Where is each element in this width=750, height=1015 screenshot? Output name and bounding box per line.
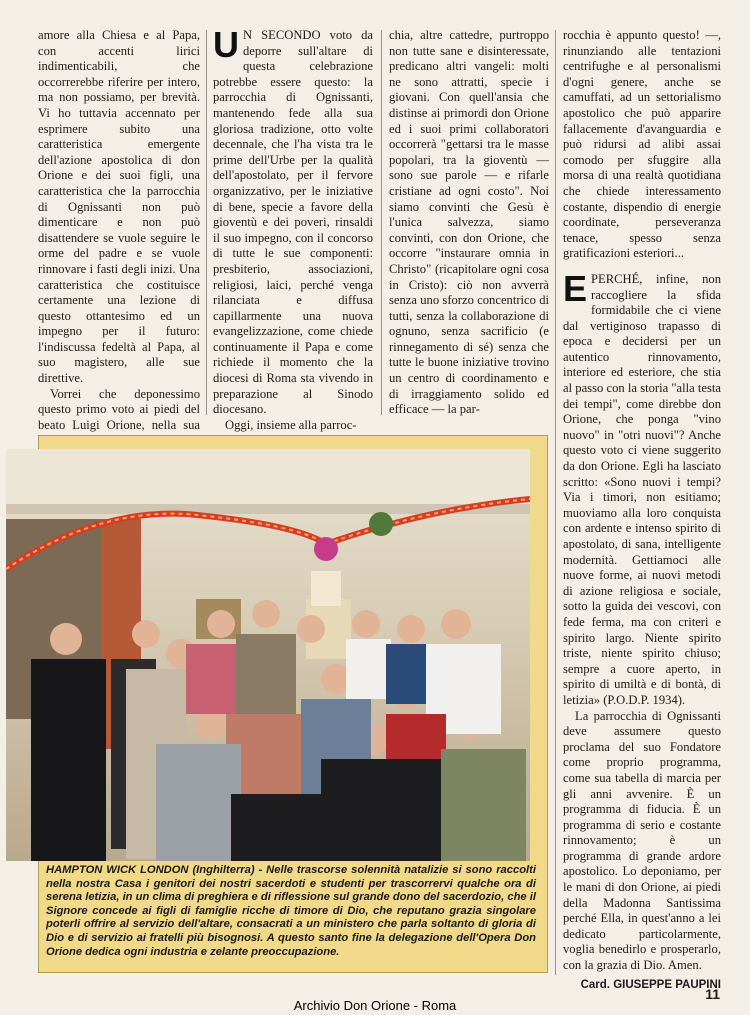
author-signature: Card. GIUSEPPE PAUPINI xyxy=(580,978,721,991)
group-photo xyxy=(6,449,530,861)
column-divider xyxy=(555,30,556,975)
drop-cap: E xyxy=(563,267,588,309)
paragraph: amore alla Chiesa e al Papa, con accenti lirici indimenticabili, che occorrerebbe riferire per intero, ma non possiamo, per brevità. Vi ho tuttavia accennato per esprimere subito una caratteristica emergente dell'azione apostolica di don Orione e dei suoi figli, una caratteristica che la parrocchia di Ognissanti non può dimenticare e non può disattendere se vuole seguire le orme del padre e se vuole rinnovare i fasti degli inizi. Una caratteristica che costituisce certamente una lezione di questo ottantesimo ed un impegno per il futuro: l'indiscussa fedeltà al Papa, al suo magistero, alle sue direttive. xyxy=(38,28,200,386)
paragraph: N SECONDO voto da deporre sull'altare di questa celebrazione potrebbe essere questo: la parrocchia di Ognissanti, mantenendo fede alla sua gloriosa tradizione, otto volte decennale, che l'ha vista tra le prime dell'Urbe per la qualità dell'apostolato, per il fervore organizzativo, per le iniziative di bene, specie a favore della gioventù e dei poveri, rinsaldi il suo impegno, con il concorso di tutte le sue componenti: presbiterio, associazioni, religiosi, laici, perché venga rilanciata e diffusa capillarmente una nuova evangelizzazione, come chiede continuamente il Papa e come richiede il momento che la diocesi di Roma sta vivendo in preparazione al Sinodo diocesano. xyxy=(213,28,373,417)
group-photo-illustration xyxy=(6,449,530,861)
page-number: 11 xyxy=(705,986,720,1002)
archive-credit: Archivio Don Orione - Roma xyxy=(293,998,457,1013)
article-column-2 xyxy=(213,24,373,433)
column-divider xyxy=(206,30,207,415)
paragraph: La parrocchia di Ognissanti deve assumere questo proclama del suo Fondatore come proprio programma, come sua tabella di marcia per gli anni avvenire. È un programma di fiducia. È un programma di serio e costante rinnovamento; è un programma di grande ardore apostolico. Lo deponiamo, per le mani di don Orione, ai piedi della Madonna Santissima perché Ella, in quest'anno a lei dedicato particolarmente, voglia benedirlo e prosperarlo, con la grazia di Dio. Amen. xyxy=(563,708,721,973)
article-column-3 xyxy=(389,28,549,418)
paragraph: PERCHÉ, infine, non raccogliere la sfida formidabile che ci viene dal vertiginoso trapasso di epoca e decidersi per un autentico rinnovamento, interiore ed esteriore, che stia al passo con la storia "alla testa dei tempi", come direbbe don Orione, che ponga "vino nuovo" in "otri nuovi"? Anche questo voto ci viene suggerito da don Orione. Egli ha lasciato scritto: «Sono nuovi i tempi? Via i timori, non esitiamo; muoviamo alla loro conquista con ardente e intenso spirito di apostolato, di sana, intelligente modernità. Gettiamoci alle nuove forme, ai nuovi metodi di azione religiosa e sociale, sotto la guida dei vescovi, con fede ferma, ma con criteri e spirito largo. Niente spirito triste, niente spirito chiuso; sempre a cuore aperto, in spirito di umiltà e di bontà, di letizia» (P.O.D.P. 1934). xyxy=(563,271,721,707)
paragraph: chia, altre cattedre, purtroppo non tutte sane e disinteressate, predicano altri vangeli: molti ne sono attratti, specie i giovani. Con quell'ansia che distinse ai primordi don Orione ed i suoi primi collaboratori occorrerà "gettarsi tra le masse popolari, tra la gioventù —sono sue parole — e rifarle cristiane ad ogni costo". Noi siamo convinti che Gesù è l'unica salvezza, siamo convinti, con don Orione, che occorre "instaurare omnia in Christo" (ricapitolare ogni cosa in Cristo): ciò non avverrà senza uno sforzo concentrico di tutti, senza la collaborazione di ognuno, senza sacrificio (e rinnegamento di sé) senza che tutte le buone iniziative trovino un centro di coordinamento e di irraggiamento solido ed efficace — la par- xyxy=(389,28,549,417)
article-column-4 xyxy=(563,28,721,991)
paragraph: Oggi, insieme alla parroc- xyxy=(225,417,357,432)
drop-cap: U xyxy=(213,24,239,65)
column-divider xyxy=(381,30,382,415)
paragraph: rocchia è appunto questo! —, rinunziando alle tentazioni centrifughe e al personalismi d'ogni genere, anche se camuffati, ad un settorialismo apostolico che può apparire fallacemente d'avanguardia e può ridursi ad alibi assai comodo per sfuggire alla morsa di una realtà quotidiana che chiede interessamento costante, dispendio di energie coordinate, perseveranza tenace, spesso senza gratificazioni esteriori... xyxy=(563,28,721,261)
paragraph: Vorrei che deponessimo questo primo voto ai piedi del beato Luigi Orione, nella sua xyxy=(38,386,200,432)
article-column-1 xyxy=(38,28,200,449)
photo-caption: HAMPTON WICK LONDON (Inghilterra) - Nelle trascorse solennità natalizie si sono raccolti nella nostra Casa i genitori dei nostri sacerdoti e studenti per trascorrervi qualche ora di serena letizia, in un clima di preghiera e di riflessione sul grande dono del sacerdozio, che il Signore concede ai figli di famiglie ricche di timore di Dio, che reputano grazia singolare poterli offrire al servizio dell'altare, consacrati a un ministero che parla soltanto di gloria di Dio e di servizio ai fratelli più bisognosi. A questo santo fine la delegazione dell'Opera Don Orione dedica ogni industria e zelante preoccupazione. xyxy=(46,864,536,958)
